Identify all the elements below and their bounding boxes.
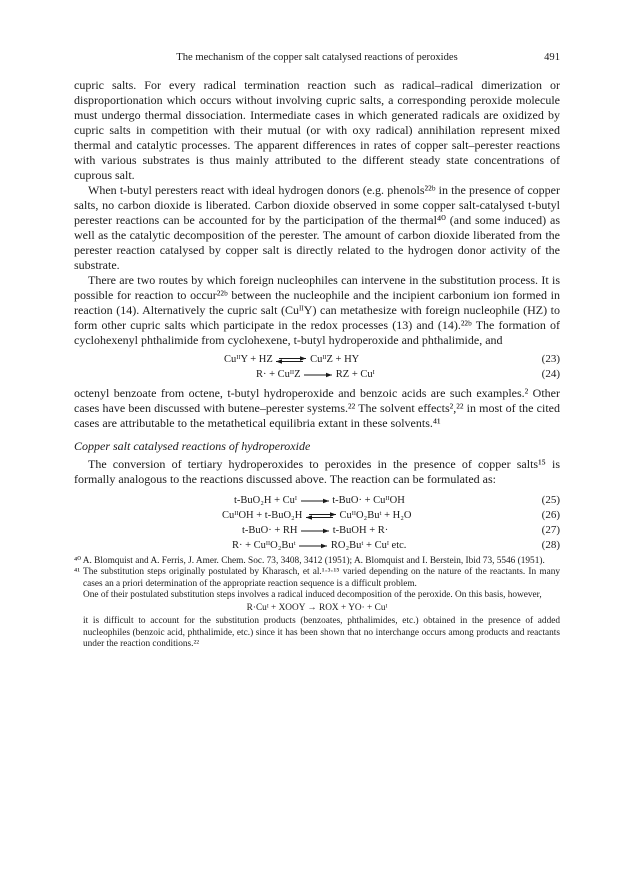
footnote-41-equation: R·Cuᴵ + XOOY → ROX + YO· + Cuᴵ (246, 603, 388, 614)
footnote-40 (74, 556, 560, 567)
paragraph-5: The conversion of tertiary hydroperoxides to peroxides in the presence of copper salts¹⁵ is formally analogous to the reactions discussed above. The reaction can be formulated as: (74, 457, 560, 486)
equilibrium-arrow-icon (305, 512, 337, 520)
footnotes (74, 556, 560, 650)
reaction-arrow-icon (298, 542, 328, 550)
footnote-41-mark: ⁴¹ (74, 567, 81, 578)
equation-26 (74, 508, 560, 523)
equation-27 (74, 523, 560, 538)
equation-23-right: CuᴵᴵZ + HY (310, 354, 360, 365)
footnote-40-mark: ⁴⁰ (74, 556, 81, 566)
paragraph-2: When t-butyl peresters react with ideal hydrogen donors (e.g. phenols²²ᵇ in the presence of copper salts, no carbon dioxide is liberated. Carbon dioxide observed in some copper salt-catalysed t-butyl perester reactions can be accounted for by the participation of the thermal⁴⁰ (and some induced) as well as the catalytic decomposition of the perester. The amount of carbon dioxide liberated from the perester reaction catalysed by copper salt is directly related to the hydrogen donor activity of the substrate. (74, 183, 560, 272)
footnote-41-text: The substitution steps originally postulated by Kharasch, et al.¹·³·¹⁵ varied depending on the nature of the reactants. In many cases an a priori determination of the appropriate reaction sequence is a difficult problem. (83, 567, 560, 589)
equation-23-number: (23) (541, 353, 560, 365)
running-title: The mechanism of the copper salt catalysed reactions of peroxides (176, 52, 458, 63)
equation-25-right: t-BuO· + CuᴵᴵOH (332, 495, 405, 506)
equation-24-number: (24) (541, 368, 560, 380)
reaction-arrow-icon (300, 497, 330, 505)
equation-28 (74, 538, 560, 553)
journal-page (74, 52, 560, 650)
equation-24 (74, 367, 560, 382)
equation-26-left: CuᴵᴵOH + t-BuO₂H (222, 510, 303, 521)
equation-26-number: (26) (541, 509, 560, 521)
running-header (74, 52, 560, 68)
reaction-arrow-icon (303, 371, 333, 379)
equation-27-left: t-BuO· + RH (242, 525, 298, 536)
equation-25 (74, 493, 560, 508)
paragraph-4: octenyl benzoate from octene, t-butyl hydroperoxide and benzoic acids are such examples.² Other cases have been discussed with butene–perester systems.²² The solvent effects²,²² in most of the cited cases are attributable to the metathetical equilibria extant in these solvents.⁴¹ (74, 386, 560, 430)
equation-23 (74, 352, 560, 367)
footnote-40-text: A. Blomquist and A. Ferris, J. Amer. Chem. Soc. 73, 3408, 3412 (1951); A. Blomquist and I. Berstein, Ibid 73, 5546 (1951). (82, 556, 545, 566)
equation-28-right: RO₂Buᵗ + Cuᴵ etc. (330, 540, 407, 551)
paragraph-1: cupric salts. For every radical termination reaction such as radical–radical dimerization or disproportionation which occurs without involving cupric salts, a corresponding peroxide molecule must undergo thermal dissociation. Intermediate cases in which generated radicals are oxidized by cupric salts in competition with their mutual (or with oxy radical) annihilation represent mixed thermal and catalytic processes. The apparent differences in rates of copper salt–perester reactions with various substrates is thus mainly attributed to the different steady state concentrations of cuprous salt. (74, 78, 560, 182)
equation-24-left: R· + CuᴵᴵZ (256, 369, 301, 380)
page-number: 491 (544, 52, 560, 63)
equation-27-number: (27) (541, 524, 560, 536)
footnote-41-conclusion: it is difficult to account for the substitution products (benzoates, phthalimides, etc.) obtained in the presence of added nucleophiles (benzoic acid, phthalimide, etc.) since it has been shown that no interchange occurs among products and reactants under the reaction conditions.²² (83, 616, 560, 650)
footnote-41 (74, 567, 560, 590)
reaction-arrow-icon (300, 527, 330, 535)
equation-28-number: (28) (541, 539, 560, 551)
paragraph-3: There are two routes by which foreign nucleophiles can intervene in the substitution process. It is possible for reaction to occur²²ᵇ between the nucleophile and the incipient carbonium ion formed in reaction (14). Alternatively the cupric salt (CuᴵᴵY) can metathesize with foreign nucleophile (HZ) to form other cupric salts which participate in the redox processes (13) and (14).²²ᵇ The formation of cyclohexenyl phthalimide from cyclohexene, t-butyl hydroperoxide and phthalimide, and (74, 273, 560, 347)
equation-27-right: t-BuOH + R· (332, 525, 389, 536)
equilibrium-arrow-icon (275, 356, 307, 364)
equation-28-left: R· + CuᴵᴵO₂Buᵗ (232, 540, 296, 551)
equation-26-right: CuᴵᴵO₂Buᵗ + H₂O (339, 510, 412, 521)
footnote-41-continuation: One of their postulated substitution steps involves a radical induced decomposition of the peroxide. On this basis, however, (83, 589, 542, 600)
equation-23-left: CuᴵᴵY + HZ (224, 354, 273, 365)
equation-25-number: (25) (541, 494, 560, 506)
section-heading: Copper salt catalysed reactions of hydroperoxide (74, 439, 311, 453)
equation-24-right: RZ + Cuᴵ (335, 369, 375, 380)
equation-25-left: t-BuO₂H + Cuᴵ (234, 495, 298, 506)
